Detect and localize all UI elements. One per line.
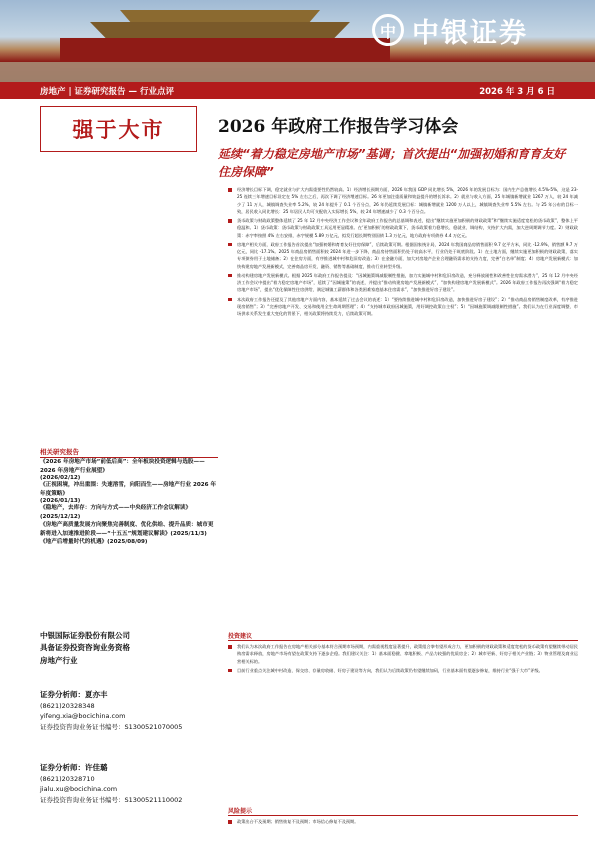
investment-paragraph: 目前行业重点关注城中村改造、保交房、存量房收储、好房子建设等方向，我们认为后续政策仍有望继续加码，行业基本面有望逐步修复，维持行业“强于大市”评级。	[228, 667, 578, 674]
boc-logo-icon: 中	[372, 14, 404, 46]
summary-section	[228, 186, 578, 601]
palace-roof-upper	[120, 10, 320, 24]
summary-paragraph: 货币政策与财政政策整体延续了 25 年 12 月中央经济工作会议和全年政府工作报告的总基调和表述，提出“继续实施更加积极的财政政策”和“继续实施适度宽松的货币政策”，整体上平稳温和。1）货币政策：货币政策与财政政策工具运用更显精准。在‘更加积极’的财政政策下，货币政策着力稳增长、稳就业、调结构，支持扩大内需，加大逆周期调节力度。2）财政政策：赤字率按照 4% 左右安排，赤字规模 5.89 万亿元，拟发行超长期特别国债 1.3 万亿元，地方政府专项债券 4.4 万亿元。	[228, 217, 578, 239]
related-report-date: (2026/01/13)	[40, 498, 81, 504]
report-date: 2026 年 3 月 6 日	[479, 87, 555, 97]
investment-paragraph: 我们认为本次政府工作报告在房地产相关部分基本符合预期市场预期，内需重视程度显著提升，政策组合拳有望形成合力，更加积极的财政政策和适度宽松的货币政策有望继续带动居民购房需求释放，房地产市场有望在政策支持下逐步企稳。我们建议关注：1）基本面稳健、拿地积极、产品力较强的优质房企；2）城市更新、好房子相关产业链；3）物业管理及商业运营相关标的。	[228, 643, 578, 665]
analyst-phone: (8621)20328710	[40, 774, 95, 783]
investment-heading: 投资建议	[228, 631, 578, 641]
analyst-cert: 证券投资咨询业务证书编号：S1300521070005	[40, 722, 183, 731]
summary-paragraph: 房地产相关方面，政府工作报告首次提出“加强初婚和育育友好住房保障”，后续政策可期。根据国家统计局，2024 年我国商品房销售面积 9.7 亿平方米，同比 -12.9%，销售额 9.7 万亿元，同比 -17.1%。2025 年商品房销售面积较 2024 年进一步下降，商品房待售面积仍处于较高水平，行业仍处于筑底阶段。1）在土地方面，继续实施更加积极的财政政策，落实专项债券用于土地储备；2）在住房方面，有序推进城中村和危旧房改造；3）在金融方面，加大对房地产企业合理融资需求的支持力度，完善“白名单”制度；4）房地产发展新模式：加快构建房地产发展新模式，完善商品房开发、融资、销售等基础制度，推动行业转型升级。	[228, 241, 578, 270]
brand-logo	[372, 8, 572, 52]
related-reports	[40, 447, 218, 547]
palace-roof-lower	[90, 22, 350, 38]
summary-paragraph: 经济增长目标下调，稳定就业与扩大内需重要性仍然较高。1）经济增长预期方面，2026 年我国 GDP 同比增长 5%，2026 年的发展目标为：国内生产总值增长 4.5%-5%，这是 23-25 连续三年增速目标设定在 5% 左右之后，再次下调了经济增速目标。26 年更加注重质量和效益提升的增长诉求。2）就业与收入方面，25 年城镇新增就业 1267 万人，较 24 年减少了 11 万人，城镇调查失业率 5.2%，较 24 年提升了 0.1 个百分点，26 年仍延续发展目标：城镇新增就业 1200 万人以上，城镇调查失业率 5.5% 左右。与 25 年公布的目标一致，居民收入同比增长：25 年居民人均可支配收入实际增长 5%，较 24 年增速减少了 0.3 个百分点。	[228, 186, 578, 215]
related-report-date: (2026/02/12)	[40, 475, 81, 481]
summary-paragraph: 本次政府工作报告还提及了其他房地产方面内容，基本延续了过去会议的表述：1）“要持续推进城中村和危旧房改造，加快推进好房子建设”；2）“推动商品房销售制度改革，有序推进现房销售”；3）“完善房地产开发、交易和使用全生命周期管理”；4）“支持城市政府因城施策，用好调控政策自主权”；5）“因城施策调减限制性措施”。我们认为在行业深度调整、市场供求关系发生重大变化的背景下，相关政策将持续发力，后续政策可期。	[228, 296, 578, 318]
header-banner-photo	[0, 0, 595, 82]
report-category: 房地产 | 证券研究报告 — 行业点评	[40, 87, 174, 97]
analyst-email: yifeng.xia@bocichina.com	[40, 712, 126, 720]
risk-text: 政策出台不及预期；销售恢复不及预期；市场信心修复不及预期。	[228, 818, 578, 825]
related-report-item: 《2026 年房地产市场“前低后高”：全年板块投资逻辑与选股——2026 年房地产行业展望》	[40, 459, 205, 474]
analyst-card	[40, 690, 218, 732]
palace-ground	[0, 62, 595, 82]
analyst-email: jialu.xu@bocichina.com	[40, 785, 118, 793]
related-report-item: 《房地产高质量发展方向聚焦完善制度、优化供给、提升品质：城市更新将进入加速推进阶段——“十五五”规划建议解读》(2025/11/3)	[40, 522, 214, 537]
related-heading: 相关研究报告	[40, 447, 218, 458]
company-qualification: 具备证券投资咨询业务资格	[40, 642, 130, 652]
sector-name: 房地产行业	[40, 656, 78, 665]
risk-section	[228, 806, 578, 827]
brand-name: 中银证券	[412, 17, 528, 49]
analyst-phone: (8621)20328348	[40, 701, 95, 710]
summary-paragraph: 推动构建房地产发展新模式。根据 2025 年政府工作报告提及：“因城施策调减限制性措施，加力实施城中村和危旧房改造，充分释放刚性和改善性住房需求潜力”，25 年 12 月中央经济工作会议中提出“着力稳定房地产市场”，延续了“因城施策”的表述，并提出“推动构建房地产发展新模式”，“加快构建房地产发展新模式”。2026 年政府工作报告再次强调“着力稳定房地产市场”，提出“优化保障性住房供给，满足城镇工薪群体和各类困难家庭基本住房需求”，“加快推进好房子建设”。	[228, 272, 578, 294]
company-name: 中银国际证券股份有限公司	[40, 631, 130, 640]
related-report-item: 《正视困境，冲出重围：失速溶雪，向阳而生——房地产行业 2026 年年度策略》	[40, 482, 217, 497]
risk-heading: 风险提示	[228, 806, 578, 816]
header-bar	[0, 82, 595, 99]
analyst-name: 证券分析师：许佳璐	[40, 763, 108, 772]
related-report-item: 《稳地产，去库存：方向与方式——中央经济工作会议解读》(2025/12/12)	[40, 505, 192, 520]
analyst-card	[40, 763, 218, 805]
analyst-name: 证券分析师：夏亦丰	[40, 690, 108, 699]
report-title: 2026 年政府工作报告学习体会	[218, 117, 459, 137]
rating-label: 强于大市	[72, 118, 165, 142]
rating-box	[40, 106, 197, 152]
investment-section	[228, 631, 578, 676]
report-subtitle: 延续“着力稳定房地产市场”基调；首次提出“加强初婚和育育友好住房保障”	[218, 147, 566, 179]
company-info	[40, 630, 218, 667]
analyst-cert: 证券投资咨询业务证书编号：S1300521110002	[40, 795, 183, 804]
related-report-item: 《地产后增量时代的机遇》(2025/08/09)	[40, 539, 148, 545]
